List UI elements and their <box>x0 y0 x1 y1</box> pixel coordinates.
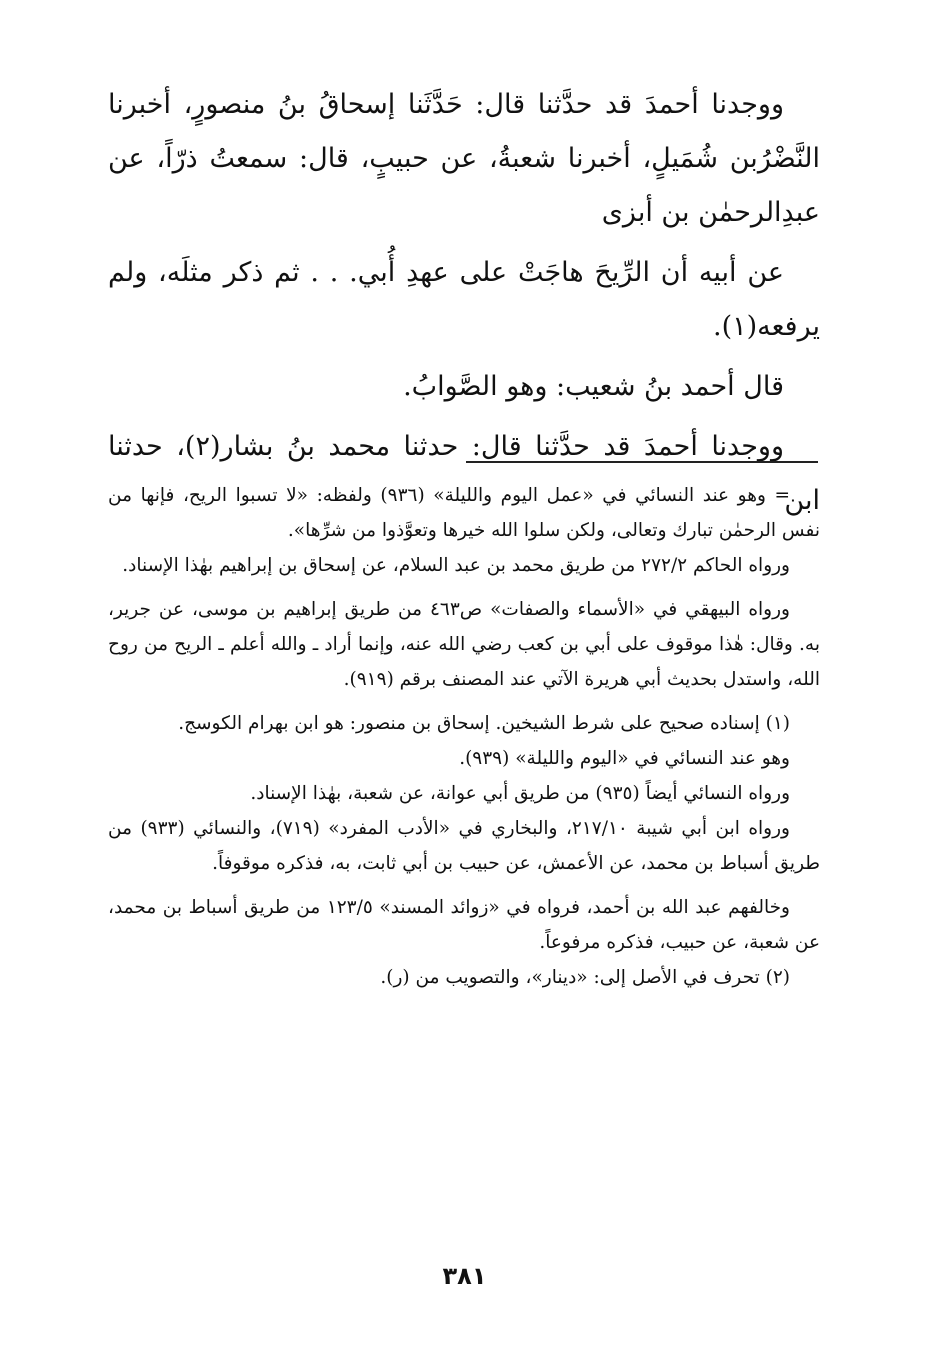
footnote-divider <box>466 461 818 463</box>
footnotes <box>108 478 820 995</box>
footnote-paragraph: وخالفهم عبد الله بن أحمد، فرواه في «زوائد المسند» ١٢٣/٥ من طريق أسباط بن محمد، عن شعبة، عن حبيب، فذكره مرفوعاً. <box>108 897 820 953</box>
footnote-2: (٢) تحرف في الأصل إلى: «دينار»، والتصويب من (ر). <box>380 967 790 988</box>
footnote-1: (١) إسناده صحيح على شرط الشيخين. إسحاق بن منصور: هو ابن بهرام الكوسج. <box>178 713 790 734</box>
footnote-paragraph: ورواه الحاكم ٢٧٢/٢ من طريق محمد بن عبد السلام، عن إسحاق بن إبراهيم بهٰذا الإسناد. <box>122 555 790 576</box>
main-paragraph-3: قال أحمد بنُ شعيب: وهو الصَّوابُ. <box>403 371 784 402</box>
footnote-paragraph: وهو عند النسائي في «اليوم والليلة» (٩٣٩). <box>459 748 790 769</box>
footnote-paragraph: ورواه ابن أبي شيبة ٢١٧/١٠، والبخاري في «الأدب المفرد» (٧١٩)، والنسائي (٩٣٣) من طريق أسباط بن محمد، عن الأعمش، عن حبيب بن أبي ثابت، به، فذكره موقوفاً. <box>108 818 820 874</box>
main-paragraph-2: عن أبيه أن الرِّيحَ هاجَتْ على عهدِ أُبي. . . ثم ذكر مثلَه، ولم يرفعه(١). <box>108 257 820 342</box>
footnote-continuation: = وهو عند النسائي في «عمل اليوم والليلة» (٩٣٦) ولفظه: «لا تسبوا الريح، فإنها من نفس الرحمٰن تبارك وتعالى، ولكن سلوا الله خيرها وتعوَّذوا من شرِّها». <box>108 485 820 541</box>
main-paragraph-4: ووجدنا أحمدَ قد حدَّثنا قال: حدثنا محمد بنُ بشار(٢)، حدثنا ابن <box>108 431 820 516</box>
page-number: ٣٨١ <box>442 1262 487 1290</box>
footnote-paragraph: ورواه البيهقي في «الأسماء والصفات» ص٤٦٣ من طريق إبراهيم بن موسى، عن جرير، به. وقال: هٰذا موقوف على أبي بن كعب رضي الله عنه، وإنما أراد ـ والله أعلم ـ الريح من روح الله، واستدل بحديث أبي هريرة الآتي عند المصنف برقم (٩١٩). <box>108 599 820 690</box>
main-paragraph-1: ووجدنا أحمدَ قد حدَّثنا قال: حَدَّثَنا إسحاقُ بنُ منصورٍ، أخبرنا النَّضْرُبن شُمَيلٍ، أخبرنا شعبةُ، عن حبيبٍ، قال: سمعتُ ذرّاً، عن عبدِالرحمٰن بن أبزى <box>108 89 820 228</box>
footnote-paragraph: ورواه النسائي أيضاً (٩٣٥) من طريق أبي عوانة، عن شعبة، بهٰذا الإسناد. <box>250 783 790 804</box>
